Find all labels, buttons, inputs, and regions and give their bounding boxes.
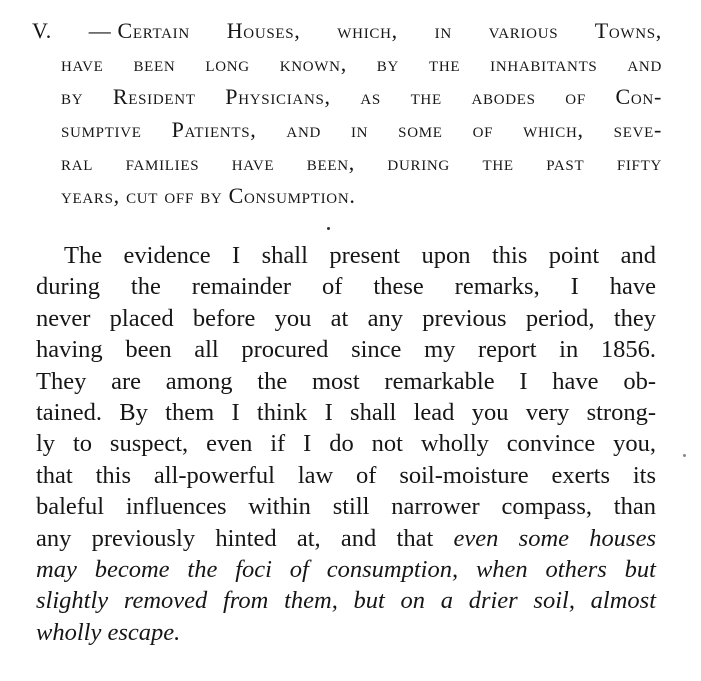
print-speck bbox=[327, 227, 330, 230]
paragraph-line: They are among the most remarkable I have ob- bbox=[36, 367, 656, 395]
paragraph-line: that this all-powerful law of soil-moisture exerts its bbox=[36, 461, 656, 489]
paragraph-line: never placed before you at any previous period, they bbox=[36, 304, 656, 332]
body-paragraph bbox=[36, 240, 656, 648]
section-heading bbox=[32, 14, 662, 212]
heading-line-text: Certain Houses, which, in various Towns, bbox=[117, 18, 662, 43]
section-number: V. — bbox=[32, 18, 112, 43]
heading-line: ral families have been, during the past fifty bbox=[61, 150, 662, 175]
paragraph-line: ly to suspect, even if I do not wholly convince you, bbox=[36, 430, 656, 458]
print-speck bbox=[683, 454, 686, 457]
paragraph-line: tained. By them I think I shall lead you very strong- bbox=[36, 398, 656, 426]
italic-paragraph-line: wholly escape. bbox=[36, 618, 181, 646]
heading-line: by Resident Physicians, as the abodes of Con- bbox=[61, 84, 662, 109]
paragraph-line: baleful influences within still narrower compass, than bbox=[36, 493, 656, 521]
heading-line bbox=[32, 14, 662, 47]
paragraph-line: during the remainder of these remarks, I have bbox=[36, 273, 656, 301]
paragraph-line: having been all procured since my report in 1856. bbox=[36, 336, 656, 364]
heading-line: have been long known, by the inhabitants and bbox=[61, 51, 662, 76]
paragraph-line-normal-part: any previously hinted at, and that bbox=[36, 524, 454, 552]
heading-line: years, cut off by Consumption. bbox=[61, 183, 356, 208]
paragraph-line: The evidence I shall present upon this point and bbox=[64, 242, 656, 269]
paragraph-line-mixed bbox=[36, 523, 656, 554]
italic-paragraph-line: slightly removed from them, but on a drier soil, almost bbox=[36, 587, 656, 615]
heading-line: sumptive Patients, and in some of which, seve- bbox=[61, 117, 662, 142]
italic-emphasis: even some houses bbox=[453, 524, 656, 552]
italic-paragraph-line: may become the foci of consumption, when others but bbox=[36, 555, 656, 583]
